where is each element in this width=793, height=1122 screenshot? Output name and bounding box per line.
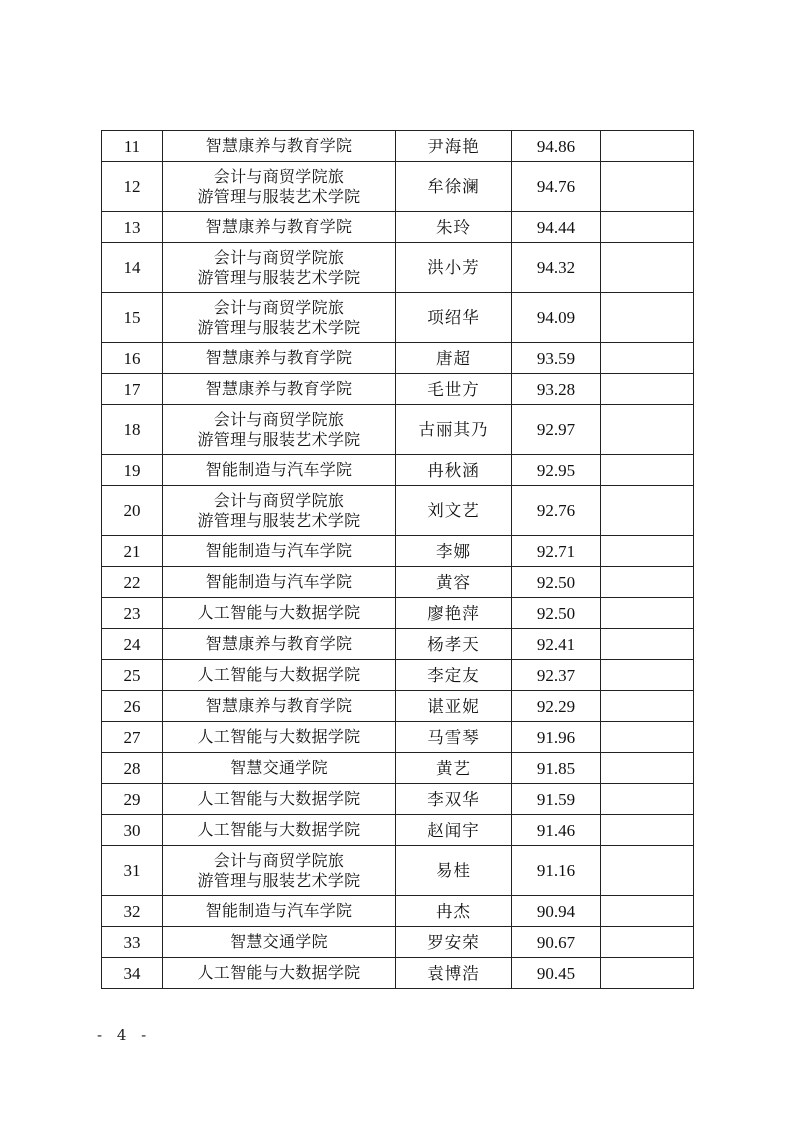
college-line: 人工智能与大数据学院: [197, 727, 361, 746]
college-cell: [163, 660, 396, 691]
table-row: [102, 374, 694, 405]
table-row: [102, 243, 694, 293]
name-cell: 黄艺: [396, 753, 512, 784]
table-row: [102, 896, 694, 927]
name-cell: 李定友: [396, 660, 512, 691]
row-number-cell: 19: [102, 455, 163, 486]
score-cell: 94.09: [512, 293, 601, 343]
score-cell: 92.50: [512, 567, 601, 598]
name-cell: 廖艳萍: [396, 598, 512, 629]
remark-cell: [601, 162, 694, 212]
table-row: [102, 405, 694, 455]
college-cell: [163, 243, 396, 293]
row-number-cell: 27: [102, 722, 163, 753]
row-number-cell: 16: [102, 343, 163, 374]
score-cell: 91.46: [512, 815, 601, 846]
row-number-cell: 34: [102, 958, 163, 989]
score-cell: 92.76: [512, 486, 601, 536]
name-cell: 赵闻宇: [396, 815, 512, 846]
table-row: [102, 629, 694, 660]
college-cell: [163, 293, 396, 343]
row-number-cell: 15: [102, 293, 163, 343]
college-line: 会计与商贸学院旅: [213, 297, 345, 317]
score-cell: 92.71: [512, 536, 601, 567]
table-row: [102, 162, 694, 212]
college-line: 智慧康养与教育学院: [205, 136, 353, 155]
table-row: [102, 722, 694, 753]
college-line: 智能制造与汽车学院: [205, 572, 353, 591]
table-row: [102, 343, 694, 374]
college-cell: [163, 405, 396, 455]
college-line: 智慧交通学院: [230, 758, 328, 777]
row-number-cell: 22: [102, 567, 163, 598]
table-row: [102, 958, 694, 989]
score-cell: 91.85: [512, 753, 601, 784]
table-row: [102, 486, 694, 536]
score-cell: 90.45: [512, 958, 601, 989]
row-number-cell: 20: [102, 486, 163, 536]
college-line: 智能制造与汽车学院: [205, 541, 353, 560]
college-line: 游管理与服装艺术学院: [197, 317, 361, 337]
college-cell: [163, 455, 396, 486]
row-number-cell: 23: [102, 598, 163, 629]
name-cell: 冉秋涵: [396, 455, 512, 486]
college-line: 智慧康养与教育学院: [205, 217, 353, 236]
college-line: 人工智能与大数据学院: [197, 603, 361, 622]
score-cell: 92.41: [512, 629, 601, 660]
name-cell: 毛世方: [396, 374, 512, 405]
college-cell: [163, 846, 396, 896]
name-cell: 罗安荣: [396, 927, 512, 958]
college-line: 游管理与服装艺术学院: [197, 870, 361, 890]
score-cell: 92.50: [512, 598, 601, 629]
score-cell: 90.94: [512, 896, 601, 927]
college-cell: [163, 598, 396, 629]
college-cell: [163, 815, 396, 846]
college-line: 会计与商贸学院旅: [213, 409, 345, 429]
name-cell: 李娜: [396, 536, 512, 567]
table-row: [102, 536, 694, 567]
row-number-cell: 11: [102, 131, 163, 162]
row-number-cell: 26: [102, 691, 163, 722]
name-cell: 杨孝天: [396, 629, 512, 660]
table-row: [102, 567, 694, 598]
college-cell: [163, 784, 396, 815]
score-cell: 90.67: [512, 927, 601, 958]
name-cell: 古丽其乃: [396, 405, 512, 455]
college-cell: [163, 896, 396, 927]
score-cell: 93.28: [512, 374, 601, 405]
row-number-cell: 24: [102, 629, 163, 660]
table-row: [102, 753, 694, 784]
score-cell: 91.16: [512, 846, 601, 896]
table-body: [102, 131, 694, 989]
college-line: 会计与商贸学院旅: [213, 166, 345, 186]
remark-cell: [601, 243, 694, 293]
remark-cell: [601, 784, 694, 815]
remark-cell: [601, 722, 694, 753]
name-cell: 冉杰: [396, 896, 512, 927]
score-cell: 92.37: [512, 660, 601, 691]
name-cell: 李双华: [396, 784, 512, 815]
score-cell: 92.95: [512, 455, 601, 486]
remark-cell: [601, 293, 694, 343]
college-line: 智慧康养与教育学院: [205, 379, 353, 398]
score-table: [101, 130, 694, 989]
table-row: [102, 927, 694, 958]
college-cell: [163, 567, 396, 598]
score-cell: 92.97: [512, 405, 601, 455]
remark-cell: [601, 753, 694, 784]
name-cell: 唐超: [396, 343, 512, 374]
name-cell: 尹海艳: [396, 131, 512, 162]
table-row: [102, 691, 694, 722]
row-number-cell: 25: [102, 660, 163, 691]
college-cell: [163, 958, 396, 989]
college-line: 会计与商贸学院旅: [213, 490, 345, 510]
college-line: 游管理与服装艺术学院: [197, 429, 361, 449]
college-cell: [163, 629, 396, 660]
remark-cell: [601, 815, 694, 846]
table-row: [102, 598, 694, 629]
college-cell: [163, 343, 396, 374]
row-number-cell: 28: [102, 753, 163, 784]
score-cell: 93.59: [512, 343, 601, 374]
remark-cell: [601, 958, 694, 989]
score-cell: 94.32: [512, 243, 601, 293]
college-line: 智慧交通学院: [230, 932, 328, 951]
name-cell: 项绍华: [396, 293, 512, 343]
name-cell: 袁博浩: [396, 958, 512, 989]
row-number-cell: 33: [102, 927, 163, 958]
score-cell: 92.29: [512, 691, 601, 722]
remark-cell: [601, 927, 694, 958]
college-line: 游管理与服装艺术学院: [197, 510, 361, 530]
college-line: 人工智能与大数据学院: [197, 665, 361, 684]
table-row: [102, 846, 694, 896]
remark-cell: [601, 846, 694, 896]
college-cell: [163, 927, 396, 958]
remark-cell: [601, 629, 694, 660]
score-cell: 91.59: [512, 784, 601, 815]
remark-cell: [601, 567, 694, 598]
row-number-cell: 32: [102, 896, 163, 927]
remark-cell: [601, 212, 694, 243]
college-line: 游管理与服装艺术学院: [197, 186, 361, 206]
row-number-cell: 29: [102, 784, 163, 815]
college-line: 游管理与服装艺术学院: [197, 267, 361, 287]
name-cell: 刘文艺: [396, 486, 512, 536]
college-cell: [163, 162, 396, 212]
name-cell: 牟徐澜: [396, 162, 512, 212]
remark-cell: [601, 660, 694, 691]
table-row: [102, 784, 694, 815]
name-cell: 洪小芳: [396, 243, 512, 293]
remark-cell: [601, 598, 694, 629]
row-number-cell: 17: [102, 374, 163, 405]
remark-cell: [601, 343, 694, 374]
college-line: 智能制造与汽车学院: [205, 901, 353, 920]
college-line: 会计与商贸学院旅: [213, 850, 345, 870]
college-line: 智慧康养与教育学院: [205, 348, 353, 367]
table-row: [102, 455, 694, 486]
college-line: 智慧康养与教育学院: [205, 634, 353, 653]
college-line: 人工智能与大数据学院: [197, 820, 361, 839]
remark-cell: [601, 455, 694, 486]
college-cell: [163, 691, 396, 722]
remark-cell: [601, 486, 694, 536]
remark-cell: [601, 896, 694, 927]
name-cell: 朱玲: [396, 212, 512, 243]
table-row: [102, 293, 694, 343]
college-cell: [163, 753, 396, 784]
college-cell: [163, 486, 396, 536]
name-cell: 黄容: [396, 567, 512, 598]
score-cell: 94.44: [512, 212, 601, 243]
row-number-cell: 31: [102, 846, 163, 896]
remark-cell: [601, 374, 694, 405]
name-cell: 马雪琴: [396, 722, 512, 753]
name-cell: 谌亚妮: [396, 691, 512, 722]
score-cell: 94.86: [512, 131, 601, 162]
row-number-cell: 30: [102, 815, 163, 846]
college-cell: [163, 536, 396, 567]
college-line: 人工智能与大数据学院: [197, 963, 361, 982]
college-cell: [163, 131, 396, 162]
table-row: [102, 815, 694, 846]
remark-cell: [601, 405, 694, 455]
college-cell: [163, 722, 396, 753]
college-line: 人工智能与大数据学院: [197, 789, 361, 808]
score-cell: 94.76: [512, 162, 601, 212]
row-number-cell: 21: [102, 536, 163, 567]
college-line: 会计与商贸学院旅: [213, 247, 345, 267]
row-number-cell: 13: [102, 212, 163, 243]
table-row: [102, 660, 694, 691]
name-cell: 易桂: [396, 846, 512, 896]
row-number-cell: 18: [102, 405, 163, 455]
table-row: [102, 212, 694, 243]
college-line: 智能制造与汽车学院: [205, 460, 353, 479]
remark-cell: [601, 536, 694, 567]
row-number-cell: 14: [102, 243, 163, 293]
score-cell: 91.96: [512, 722, 601, 753]
remark-cell: [601, 131, 694, 162]
college-cell: [163, 374, 396, 405]
row-number-cell: 12: [102, 162, 163, 212]
college-cell: [163, 212, 396, 243]
table-row: [102, 131, 694, 162]
page-number: - 4 -: [97, 1026, 152, 1044]
college-line: 智慧康养与教育学院: [205, 696, 353, 715]
remark-cell: [601, 691, 694, 722]
